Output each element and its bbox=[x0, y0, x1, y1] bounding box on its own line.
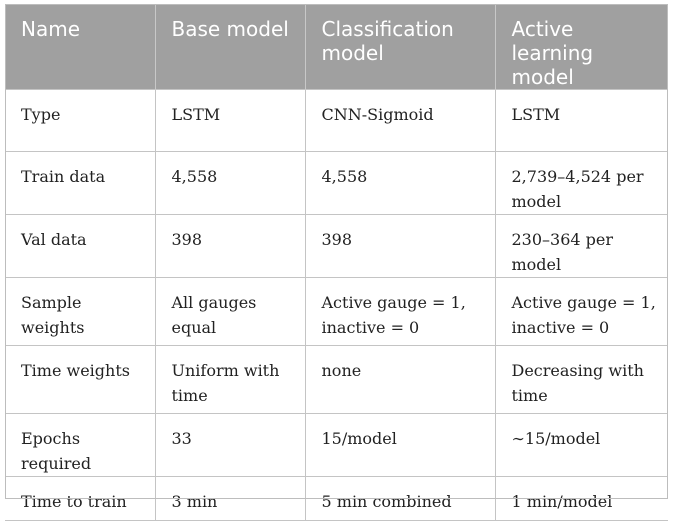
header-classification-model: Classification model bbox=[305, 4, 495, 90]
table-cell: 4,558 bbox=[155, 152, 305, 215]
row-label: Epochs required bbox=[5, 414, 155, 477]
table-cell: 4,558 bbox=[305, 152, 495, 215]
header-name: Name bbox=[5, 4, 155, 90]
table-cell: 3 min bbox=[155, 477, 305, 521]
table-cell: CNN-Sigmoid bbox=[305, 90, 495, 152]
table-cell: Active gauge = 1, inactive = 0 bbox=[495, 278, 668, 346]
table-cell: Active gauge = 1, inactive = 0 bbox=[305, 278, 495, 346]
row-label: Train data bbox=[5, 152, 155, 215]
table-cell: 15/model bbox=[305, 414, 495, 477]
row-label: Val data bbox=[5, 215, 155, 278]
table-cell: 2,739–4,524 per model bbox=[495, 152, 668, 215]
row-label: Time to train bbox=[5, 477, 155, 521]
table-cell: ∼15/model bbox=[495, 414, 668, 477]
table-cell: none bbox=[305, 346, 495, 414]
header-active-learning-model: Active learning model bbox=[495, 4, 668, 90]
row-label: Type bbox=[5, 90, 155, 152]
table-cell: 5 min combined bbox=[305, 477, 495, 521]
row-label: Sample weights bbox=[5, 278, 155, 346]
header-row bbox=[5, 4, 668, 90]
table-row bbox=[5, 152, 668, 215]
row-label: Time weights bbox=[5, 346, 155, 414]
table-row bbox=[5, 278, 668, 346]
table-cell: All gauges equal bbox=[155, 278, 305, 346]
table-cell: 398 bbox=[155, 215, 305, 278]
table-cell: Uniform with time bbox=[155, 346, 305, 414]
table-row bbox=[5, 215, 668, 278]
model-comparison-table bbox=[5, 4, 668, 521]
table-cell: LSTM bbox=[495, 90, 668, 152]
table-row bbox=[5, 414, 668, 477]
table-cell: 1 min/model bbox=[495, 477, 668, 521]
table-cell: 398 bbox=[305, 215, 495, 278]
table-row bbox=[5, 90, 668, 152]
table-cell: 33 bbox=[155, 414, 305, 477]
table-row bbox=[5, 477, 668, 521]
table-cell: Decreasing with time bbox=[495, 346, 668, 414]
table-row bbox=[5, 346, 668, 414]
table-cell: LSTM bbox=[155, 90, 305, 152]
header-base-model: Base model bbox=[155, 4, 305, 90]
table-cell: 230–364 per model bbox=[495, 215, 668, 278]
